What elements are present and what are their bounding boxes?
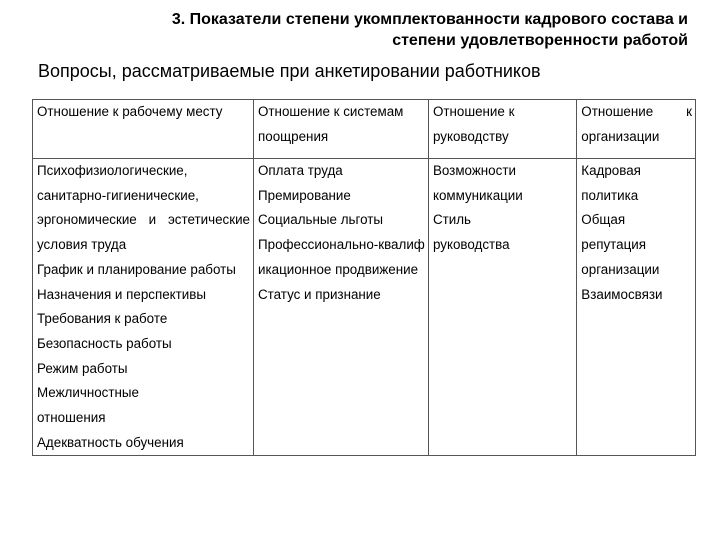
slide-title-line-1: 3. Показатели степени укомплектованности кадрового состава и — [171, 11, 688, 28]
workplace-item: Межличностные отношения — [37, 385, 139, 426]
organization-item: Взаимосвязи — [581, 286, 663, 302]
slide-title — [68, 9, 688, 51]
header-reward-systems: Отношение к системам поощрения — [254, 100, 429, 159]
header-organization: Отношение к организации — [577, 100, 696, 159]
workplace-item: Режим работы — [37, 360, 128, 376]
reward-item: Оплата труда — [258, 163, 343, 178]
reward-item: Социальные льготы — [258, 212, 383, 228]
organization-column — [577, 159, 696, 456]
workplace-item: Адекватность обучения — [37, 434, 184, 450]
workplace-conditions: Психофизиологические, санитарно-гигиенические, эргономические и эстетические условия труда — [37, 163, 250, 253]
reward-item: Профессионально-квалификационное продвижение — [258, 237, 425, 277]
workplace-item: Безопасность работы — [37, 335, 172, 351]
management-column — [428, 159, 576, 456]
header-management: Отношение к руководству — [428, 100, 576, 159]
workplace-item: Требования к работе — [37, 311, 168, 327]
management-item: Стиль руководства — [432, 212, 510, 253]
slide-subtitle: Вопросы, рассматриваемые при анкетировании работников — [38, 61, 541, 81]
table-header-row — [33, 100, 696, 159]
workplace-item: Назначения и перспективы — [37, 286, 207, 302]
reward-systems-column — [254, 159, 429, 456]
organization-item: Кадровая политика — [581, 163, 641, 203]
slide-title-line-2: степени удовлетворенности работой — [392, 32, 688, 49]
workplace-item: График и планирование работы — [37, 261, 236, 277]
reward-item: Статус и признание — [258, 286, 381, 302]
survey-topics-table — [32, 99, 696, 456]
header-workplace: Отношение к рабочему месту — [33, 100, 254, 159]
organization-item: Общая репутация организации — [581, 212, 660, 277]
management-item: Возможности коммуникации — [432, 163, 523, 203]
reward-item: Премирование — [258, 187, 351, 203]
table-body-row — [33, 159, 696, 456]
workplace-column — [33, 159, 254, 456]
